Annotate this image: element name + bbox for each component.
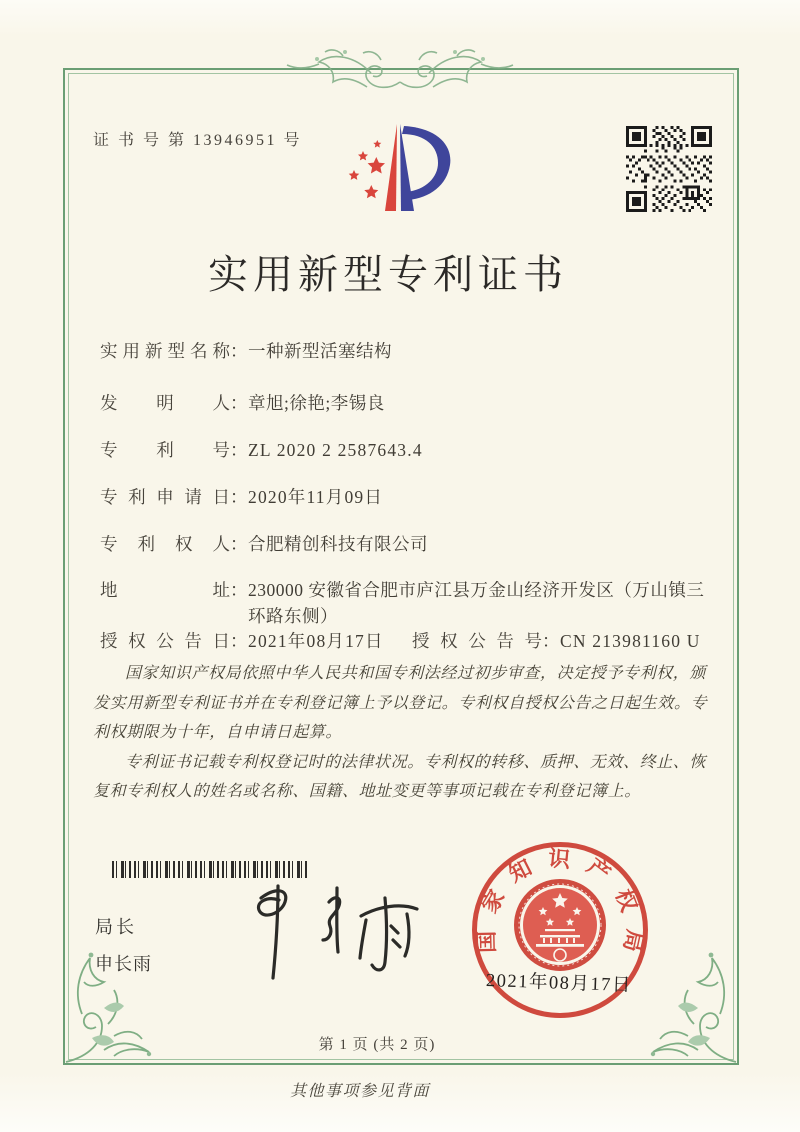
field-value: ZL 2020 2 2587643.4	[248, 440, 423, 460]
field-label: 授权公告日	[100, 631, 230, 651]
field-colon: ：	[542, 631, 560, 651]
field-value: 合肥精创科技有限公司	[248, 534, 428, 554]
signatory-name: 申长雨	[95, 954, 152, 974]
back-side-note: 其他事项参见背面	[289, 1083, 430, 1100]
field-row-patent-number	[100, 437, 730, 463]
field-colon: ：	[230, 487, 248, 507]
field-label: 专利号	[100, 440, 230, 460]
field-row-utility-model-name	[100, 338, 730, 364]
field-value: 230000 安徽省合肥市庐江县万金山经济开发区（万山镇三环路东侧）	[248, 580, 705, 626]
field-label: 地址	[100, 580, 230, 600]
seal-date: 2021年08月17日	[485, 971, 633, 997]
field-row-address	[100, 577, 730, 629]
page-number: 第 1 页 (共 2 页)	[318, 1037, 436, 1053]
field-colon: ：	[230, 580, 248, 600]
signature-icon	[228, 876, 428, 986]
logo-stars	[349, 140, 385, 198]
legal-paragraph-1: 国家知识产权局依照中华人民共和国专利法经过初步审查，决定授予专利权，颁发实用新型专利证书并在专利登记簿上予以登记。专利权自授权公告之日起生效。专利权期限为十年，自申请日起算。	[93, 665, 708, 741]
field-colon: ：	[230, 631, 248, 651]
field-row-patentee	[100, 531, 730, 557]
document-title: 实用新型专利证书	[208, 252, 568, 297]
seal-ring-label: 国家知识产权局	[473, 845, 648, 969]
field-colon: ：	[230, 440, 248, 460]
field-value: CN 213981160 U	[560, 631, 701, 651]
certificate-number: 证 书 号 第 13946951 号	[93, 132, 303, 149]
field-group-grant-number	[412, 628, 701, 654]
field-colon: ：	[230, 534, 248, 554]
field-label: 发明人	[100, 393, 230, 413]
field-value: 一种新型活塞结构	[248, 341, 392, 361]
field-colon: ：	[230, 393, 248, 413]
cnipa-logo-icon	[338, 112, 470, 224]
legal-paragraph-2: 专利证书记载专利权登记时的法律状况。专利权的转移、质押、无效、终止、恢复和专利权人的姓名或名称、国籍、地址变更等事项记载在专利登记簿上。	[93, 753, 707, 800]
field-label: 专利申请日	[100, 487, 230, 507]
national-emblem-icon	[512, 877, 608, 973]
field-label: 授权公告号	[412, 631, 542, 651]
field-label: 实用新型名称	[100, 341, 230, 361]
field-row-filing-date	[100, 484, 730, 510]
legal-text-block	[93, 659, 717, 807]
field-colon: ：	[230, 341, 248, 361]
field-label: 专利权人	[100, 534, 230, 554]
top-flourish-ornament	[283, 42, 517, 96]
field-value: 章旭;徐艳;李锡良	[248, 393, 385, 413]
field-value: 2020年11月09日	[248, 487, 384, 507]
qr-code-icon	[626, 126, 712, 212]
field-row-grant-date-and-number	[100, 628, 730, 654]
signatory-title: 局长	[95, 917, 137, 937]
field-value: 2021年08月17日	[248, 631, 384, 651]
field-row-inventors	[100, 390, 730, 416]
